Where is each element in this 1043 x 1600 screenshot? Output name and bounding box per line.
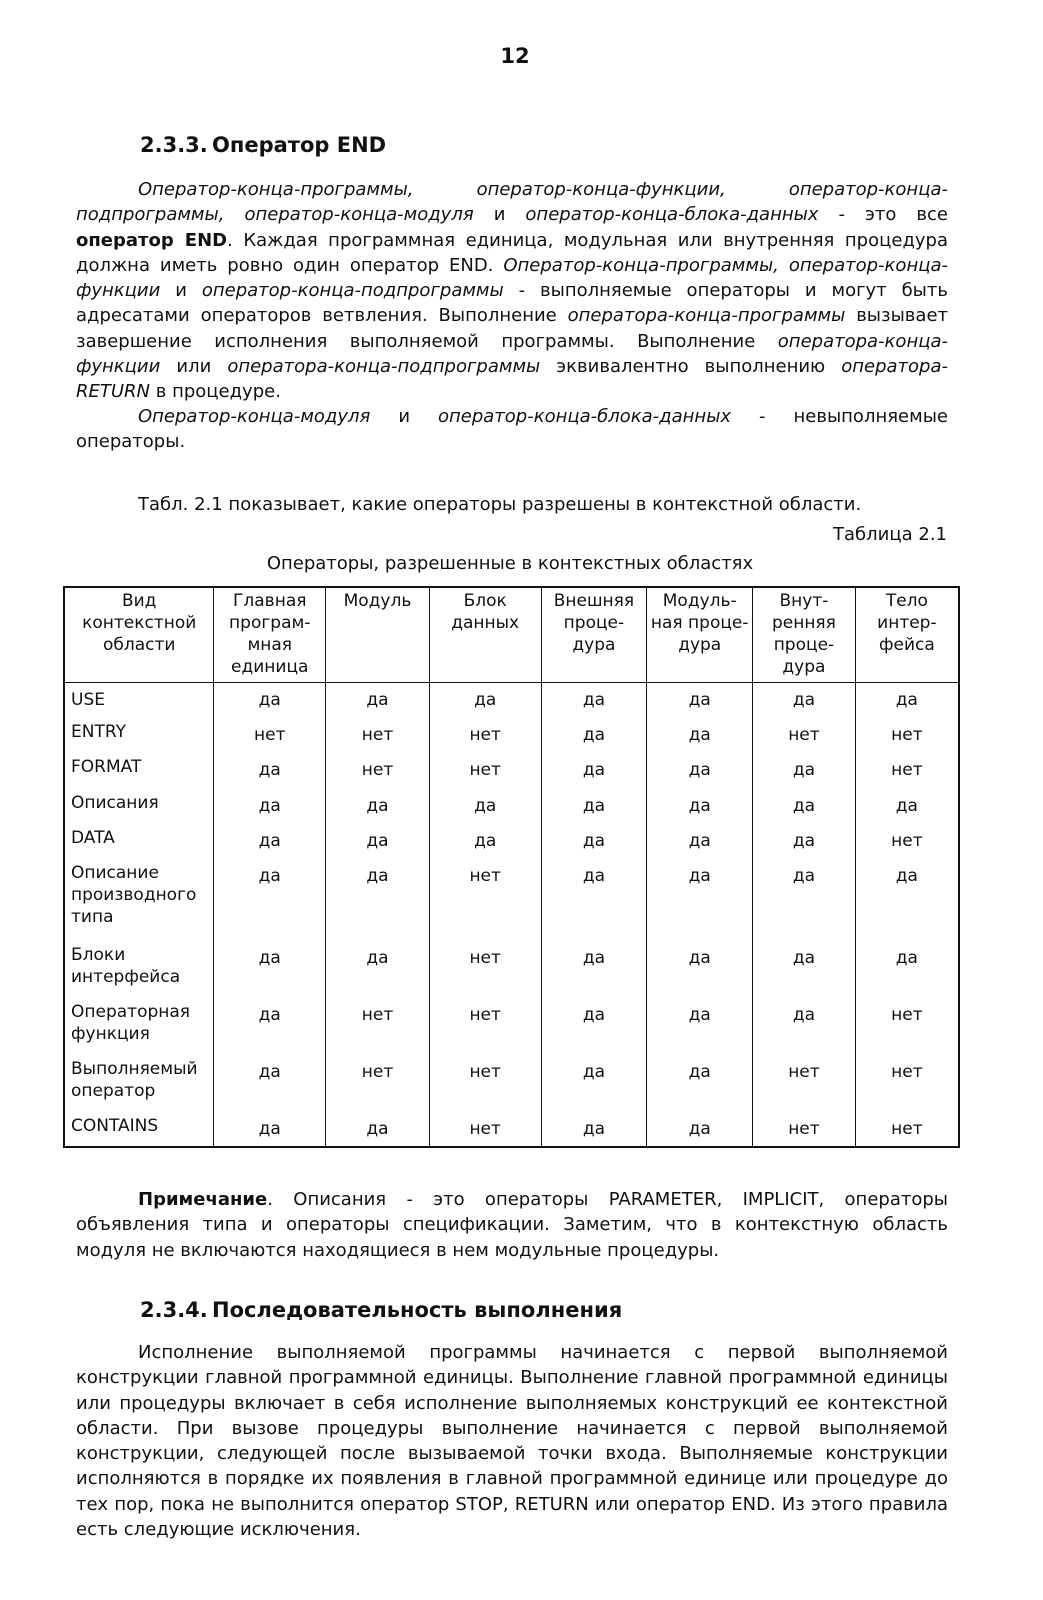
table-cell: да — [326, 858, 430, 940]
context-statements-table — [63, 586, 960, 1148]
table-cell: да — [214, 858, 326, 940]
table-header-cell: Главная програм-мная единица — [214, 587, 326, 683]
section-title: Оператор END — [212, 133, 387, 157]
table-cell: нет — [326, 1054, 430, 1111]
table-row — [64, 1054, 959, 1111]
table-cell: нет — [429, 752, 541, 787]
table-cell: да — [753, 997, 856, 1054]
table-cell: да — [855, 858, 959, 940]
table-cell: нет — [429, 1054, 541, 1111]
table-cell: да — [753, 788, 856, 823]
table-cell: да — [647, 1111, 753, 1148]
table-cell: нет — [855, 823, 959, 858]
table-header-cell: Внешняя проце-дура — [541, 587, 647, 683]
table-cell: да — [326, 823, 430, 858]
table-cell: да — [429, 788, 541, 823]
table-cell: да — [855, 683, 959, 718]
table-cell: да — [647, 823, 753, 858]
table-cell: да — [647, 683, 753, 718]
table-cell: да — [541, 788, 647, 823]
row-label: DATA — [64, 823, 214, 858]
table-cell: нет — [326, 752, 430, 787]
table-row — [64, 940, 959, 997]
table-cell: да — [326, 940, 430, 997]
table-cell: да — [214, 752, 326, 787]
note-label: Примечание — [138, 1189, 268, 1210]
table-cell: нет — [326, 997, 430, 1054]
table-row — [64, 717, 959, 752]
table-cell: да — [647, 1054, 753, 1111]
table-header-cell: Модуль — [326, 587, 430, 683]
table-cell: нет — [855, 717, 959, 752]
table-header-row — [64, 587, 959, 683]
table-reference-text: Табл. 2.1 показывает, какие операторы разрешены в контекстной области. — [138, 494, 862, 515]
table-cell: нет — [753, 1111, 856, 1148]
table-cell: да — [855, 940, 959, 997]
table-cell: да — [753, 752, 856, 787]
row-label: Выполняемый оператор — [64, 1054, 214, 1111]
table-cell: да — [214, 823, 326, 858]
row-label: Описания — [64, 788, 214, 823]
table-cell: нет — [855, 1054, 959, 1111]
table-cell: нет — [429, 717, 541, 752]
table-cell: да — [214, 997, 326, 1054]
table-cell: да — [753, 823, 856, 858]
section-paragraph-1: Оператор-конца-программы, оператор-конца-функции, оператор-конца-подпрограммы, оператор-конца-модуля и оператор-конца-блока-данных - это все оператор END. Каждая программная единица, модульная или внутренняя процедура должна иметь ровно один оператор END. Оператор-конца-программы, оператор-конца-функции и оператор-конца-подпрограммы - выполняемые операторы и могут быть адресатами операторов ветвления. Выполнение оператора-конца-программы вызывает завершение исполнения выполняемой программы. Выполнение оператора-конца-функции или оператора-конца-подпрограммы эквивалентно выполнению оператора-RETURN в процедуре. — [76, 179, 948, 403]
table-cell: да — [541, 1054, 647, 1111]
table-cell: да — [214, 940, 326, 997]
table-cell: нет — [753, 1054, 856, 1111]
row-label: USE — [64, 683, 214, 718]
table-cell: да — [326, 683, 430, 718]
table-header-cell: Тело интер-фейса — [855, 587, 959, 683]
table-cell: нет — [429, 858, 541, 940]
table-cell: да — [541, 823, 647, 858]
table-cell: да — [647, 788, 753, 823]
section-heading — [140, 133, 386, 157]
table-cell: да — [753, 683, 856, 718]
table-row — [64, 997, 959, 1054]
table-row — [64, 858, 959, 940]
table-cell: да — [214, 1054, 326, 1111]
table-cell: да — [541, 683, 647, 718]
table-cell: нет — [214, 717, 326, 752]
table-header-cell: Модуль-ная проце-дура — [647, 587, 753, 683]
section-number: 2.3.3. — [140, 133, 208, 157]
table-cell: нет — [855, 997, 959, 1054]
table-cell: да — [647, 997, 753, 1054]
table-cell: да — [541, 1111, 647, 1148]
table-cell: да — [753, 858, 856, 940]
table-cell: да — [429, 683, 541, 718]
table-cell: нет — [326, 717, 430, 752]
table-cell: нет — [753, 717, 856, 752]
table-caption: Операторы, разрешенные в контекстных областях — [266, 553, 754, 574]
table-cell: нет — [429, 940, 541, 997]
table-cell: нет — [855, 1111, 959, 1148]
section2-title: Последовательность выполнения — [212, 1298, 623, 1322]
table-row — [64, 823, 959, 858]
section2-paragraph: Исполнение выполняемой программы начинается с первой выполняемой конструкции главной программной единицы. Выполнение главной программной единицы или процедуры включает в себя исполнение выполняемых конструкций ее контекстной области. При вызове процедуры выполнение начинается с первой выполняемой конструкции, следующей после вызываемой точки входа. Выполняемые конструкции исполняются в порядке их появления в главной программной единице или процедуре до тех пор, пока не выполнится оператор STOP, RETURN или оператор END. Из этого правила есть следующие исключения. — [76, 1342, 948, 1541]
table-cell: да — [214, 788, 326, 823]
page-number: 12 — [500, 44, 530, 68]
row-label: Описание производного типа — [64, 858, 214, 940]
table-cell: да — [541, 752, 647, 787]
table-cell: да — [326, 788, 430, 823]
table-header-cell: Блок данных — [429, 587, 541, 683]
row-label: CONTAINS — [64, 1111, 214, 1148]
table-cell: да — [429, 823, 541, 858]
table-cell: да — [214, 683, 326, 718]
table-header-cell: Внут-ренняя проце-дура — [753, 587, 856, 683]
table-cell: да — [326, 1111, 430, 1148]
row-label: FORMAT — [64, 752, 214, 787]
table-cell: нет — [429, 997, 541, 1054]
table-cell: нет — [429, 1111, 541, 1148]
table-cell: да — [647, 858, 753, 940]
row-label: Блоки интерфейса — [64, 940, 214, 997]
table-cell: да — [647, 752, 753, 787]
row-label: Операторная функция — [64, 997, 214, 1054]
table-row — [64, 1111, 959, 1148]
section2-number: 2.3.4. — [140, 1298, 208, 1322]
table-row — [64, 683, 959, 718]
table-cell: да — [753, 940, 856, 997]
table-cell: нет — [855, 752, 959, 787]
table-row — [64, 752, 959, 787]
table-cell: да — [541, 858, 647, 940]
table-cell: да — [541, 997, 647, 1054]
section-paragraph-2: Оператор-конца-модуля и оператор-конца-блока-данных - невыполняемые операторы. — [76, 406, 948, 453]
table-cell: да — [855, 788, 959, 823]
table-row — [64, 788, 959, 823]
table-number: Таблица 2.1 — [833, 524, 947, 545]
table-cell: да — [541, 717, 647, 752]
table-cell: да — [541, 940, 647, 997]
note-paragraph: Примечание. Описания - это операторы PARAMETER, IMPLICIT, операторы объявления типа и операторы спецификации. Заметим, что в контекстную область модуля не включаются находящиеся в нем модульные процедуры. — [76, 1189, 948, 1261]
table-cell: да — [214, 1111, 326, 1148]
table-cell: да — [647, 717, 753, 752]
section2-heading — [140, 1298, 622, 1322]
row-label: ENTRY — [64, 717, 214, 752]
table-header-cell: Вид контекстной области — [64, 587, 214, 683]
table-cell: да — [647, 940, 753, 997]
